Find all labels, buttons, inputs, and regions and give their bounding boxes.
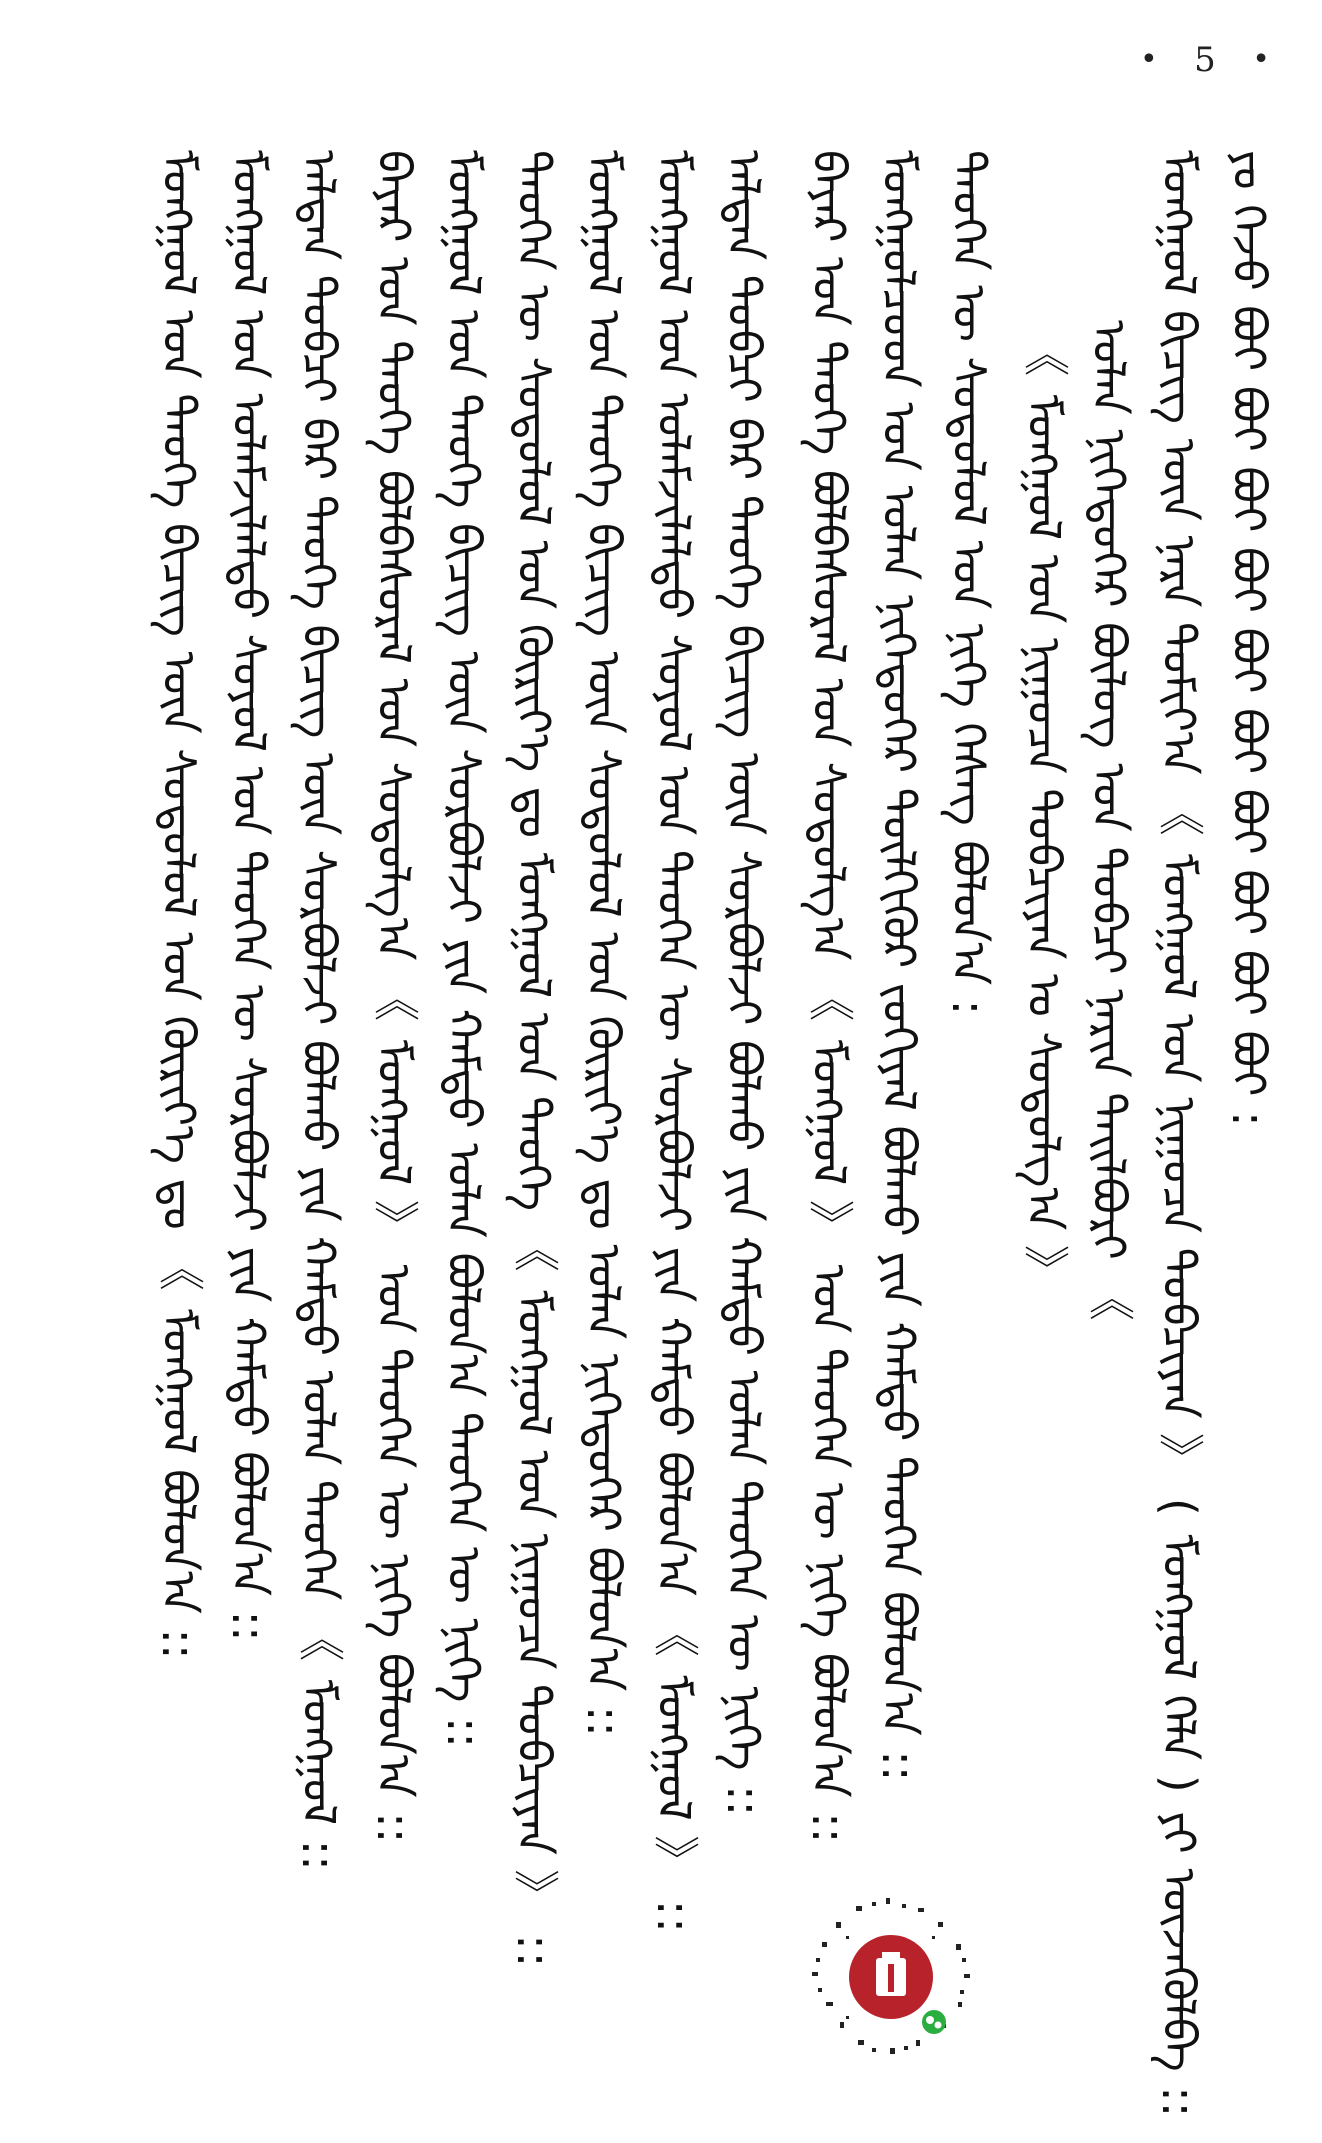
text-column: ᠠᠯᠲᠠᠨ ᠲᠣᠪᠴᠢ ᠪᠠᠷ ᠲᠡᠦᠬᠡ ᠪᠢᠴᠢᠭ᠌ ᠦᠨ ᠰᠤᠷᠪᠤᠯᠵᠢ ᠪᠣᠯᠬᠤ ᠶᠢᠨ ᠬᠠᠮᠲᠤ ᠣᠯᠠᠨ ᠲᠡᠦᠬᠡᠨ 《 ᠮᠣᠩᠭᠣᠯ ::: [292, 150, 346, 1871]
page-number-value: 5: [1194, 40, 1216, 80]
page-number-right-dot: •: [1252, 42, 1270, 77]
text-column: ᠪᠠᠶᠠᠷ ᠤᠨ ᠲᠡᠦᠬᠡ ᠪᠣᠯᠪᠠᠰᠤᠷᠠᠯ ᠤᠨ ᠰᠤᠳᠤᠯᠭ᠎ᠠ 《 ᠮᠣᠩᠭᠣᠯ 》 ᠤᠨ ᠲᠡᠦᠬᠡᠨ ᠦ ᠨᠢᠭᠡ ᠪᠣᠯᠤᠨ᠎ᠠ ::: [367, 150, 421, 1844]
text-column: ᠮᠣᠩᠭᠣᠯ ᠪᠢᠴᠢᠭ᠌ ᠦᠨ ᠨᠡᠷᠡ ᠲᠣᠮᠢᠶ᠎ᠠ 《 ᠮᠣᠩᠭᠣᠯ ᠤᠨ ᠨᠢᠭᠤᠴᠠ ᠲᠣᠪᠴᠢᠶᠠᠨ 》 ( ᠮᠣᠩᠭᠣᠯ ᠬᠡᠯᠡ ) ᠶᠢ ᠦᠵᠡᠭᠦᠯᠪᠡ ::: [1152, 150, 1206, 2118]
text-column: ᠮᠣᠩᠭᠣᠯᠴᠤᠳ ᠤᠨ ᠣᠯᠠᠨ ᠨᠢᠭᠡᠳᠦᠭᠡᠷ ᠲᠦᠯᠬᠢᠭᠦᠷ ᠵᠣᠬᠢᠶᠠᠯ ᠪᠣᠯᠬᠤ ᠶᠢᠨ ᠬᠠᠮᠲᠤ ᠲᠡᠦᠬᠡᠨ ᠪᠣᠯᠤᠨ᠎ᠠ ::: [872, 150, 926, 1782]
text-column: ᠶᠤ ᠭᠡᠵᠦ ᠪᠤᠢ ᠪᠤᠢ ᠪᠤᠢ ᠪᠤᠢ ᠪᠤᠢ ᠪᠤᠢ ᠪᠤᠢ ᠪᠤᠢ ᠪᠤᠢ ᠪᠤᠢ :: [1222, 150, 1276, 1127]
text-column: ᠲᠡᠦᠬᠡᠨ ᠦ ᠰᠤᠳᠤᠯᠤᠯ ᠤᠨ ᠬᠦᠷᠢᠶ᠎ᠡ ᠳᠤ ᠮᠣᠩᠭᠣᠯ ᠤᠨ ᠲᠡᠦᠬᠡ 《 ᠮᠣᠩᠭᠣᠯ ᠤᠨ ᠨᠢᠭᠤᠴᠠ ᠲᠣᠪᠴᠢᠶᠠᠨ 》 ::: [507, 150, 561, 1970]
text-column: ᠪᠠᠶᠠᠷ ᠤᠨ ᠲᠡᠦᠬᠡ ᠪᠣᠯᠪᠠᠰᠤᠷᠠᠯ ᠤᠨ ᠰᠤᠳᠤᠯᠭ᠎ᠠ 《 ᠮᠣᠩᠭᠣᠯ 》 ᠤᠨ ᠲᠡᠦᠬᠡᠨ ᠦ ᠨᠢᠭᠡ ᠪᠣᠯᠤᠨ᠎ᠠ ::: [802, 150, 856, 1844]
page-number-left-dot: •: [1140, 42, 1158, 77]
text-column: ᠮᠣᠩᠭᠣᠯ ᠤᠨ ᠲᠡᠦᠬᠡ ᠪᠢᠴᠢᠭ᠌ ᠦᠨ ᠰᠤᠷᠪᠤᠯᠵᠢ ᠶᠢᠨ ᠬᠠᠮᠲᠤ ᠣᠯᠠᠨ ᠪᠣᠯᠤᠨ᠎ᠠ ᠲᠡᠦᠬᠡᠨ ᠦ ᠨᠢᠭᠡ ::: [437, 150, 491, 1749]
text-column: ᠮᠣᠩᠭᠣᠯ ᠤᠨ ᠲᠡᠦᠬᠡ ᠪᠢᠴᠢᠭ᠌ ᠦᠨ ᠰᠤᠳᠤᠯᠤᠯ ᠤᠨ ᠬᠦᠷᠢᠶ᠎ᠡ ᠳᠤ 《 ᠮᠣᠩᠭᠣᠯ ᠪᠣᠯᠤᠨ᠎ᠠ ::: [152, 150, 206, 1660]
text-column: ᠲᠡᠦᠬᠡᠨ ᠦ ᠰᠤᠳᠤᠯᠤᠯ ᠤᠨ ᠨᠢᠭᠡ ᠬᠡᠰᠡᠭ ᠪᠣᠯᠤᠨ᠎ᠠ :: [942, 150, 996, 1016]
text-column: ᠣᠯᠠᠨ ᠨᠢᠭᠡᠳᠦᠭᠡᠷ ᠪᠦᠯᠦᠭ ᠤᠨ ᠲᠣᠪᠴᠢ ᠨᠠᠷᠢᠨ ᠲᠠᠢᠯᠪᠤᠷᠢ 《: [1082, 320, 1136, 1323]
qr-code-icon[interactable]: [806, 1892, 976, 2062]
text-column: 《 ᠮᠣᠩᠭᠣᠯ ᠤᠨ ᠨᠢᠭᠤᠴᠠ ᠲᠣᠪᠴᠢᠶᠠᠨ ᠤ ᠰᠤᠳᠤᠯᠭ᠎ᠠ 》: [1017, 330, 1071, 1293]
page-number: [1140, 40, 1270, 80]
text-column: ᠮᠣᠩᠭᠣᠯ ᠤᠨ ᠤᠯᠠᠮᠵᠢᠯᠠᠯᠲᠤ ᠰᠤᠶᠣᠯ ᠤᠨ ᠲᠡᠦᠬᠡᠨ ᠦ ᠰᠤᠷᠪᠤᠯᠵᠢ ᠶᠢᠨ ᠬᠠᠮᠲᠤ ᠪᠣᠯᠤᠨ᠎ᠠ ::: [222, 150, 276, 1642]
text-column: ᠮᠣᠩᠭᠣᠯ ᠤᠨ ᠲᠡᠦᠬᠡ ᠪᠢᠴᠢᠭ᠌ ᠦᠨ ᠰᠤᠳᠤᠯᠤᠯ ᠤᠨ ᠬᠦᠷᠢᠶ᠎ᠡ ᠳᠤ ᠣᠯᠠᠨ ᠨᠢᠭᠡᠳᠦᠭᠡᠷ ᠪᠣᠯᠤᠨ᠎ᠠ ::: [577, 150, 631, 1737]
text-column: ᠠᠯᠲᠠᠨ ᠲᠣᠪᠴᠢ ᠪᠠᠷ ᠲᠡᠦᠬᠡ ᠪᠢᠴᠢᠭ᠌ ᠦᠨ ᠰᠤᠷᠪᠤᠯᠵᠢ ᠪᠣᠯᠬᠤ ᠶᠢᠨ ᠬᠠᠮᠲᠤ ᠣᠯᠠᠨ ᠲᠡᠦᠬᠡᠨ ᠦ ᠨᠢᠭᠡ ::: [717, 150, 771, 1817]
text-column: ᠮᠣᠩᠭᠣᠯ ᠤᠨ ᠤᠯᠠᠮᠵᠢᠯᠠᠯᠲᠤ ᠰᠤᠶᠣᠯ ᠤᠨ ᠲᠡᠦᠬᠡᠨ ᠦ ᠰᠤᠷᠪᠤᠯᠵᠢ ᠶᠢᠨ ᠬᠠᠮᠲᠤ ᠪᠣᠯᠤᠨ᠎ᠠ 《 ᠮᠣᠩᠭᠣᠯ 》 ::: [647, 150, 701, 1935]
